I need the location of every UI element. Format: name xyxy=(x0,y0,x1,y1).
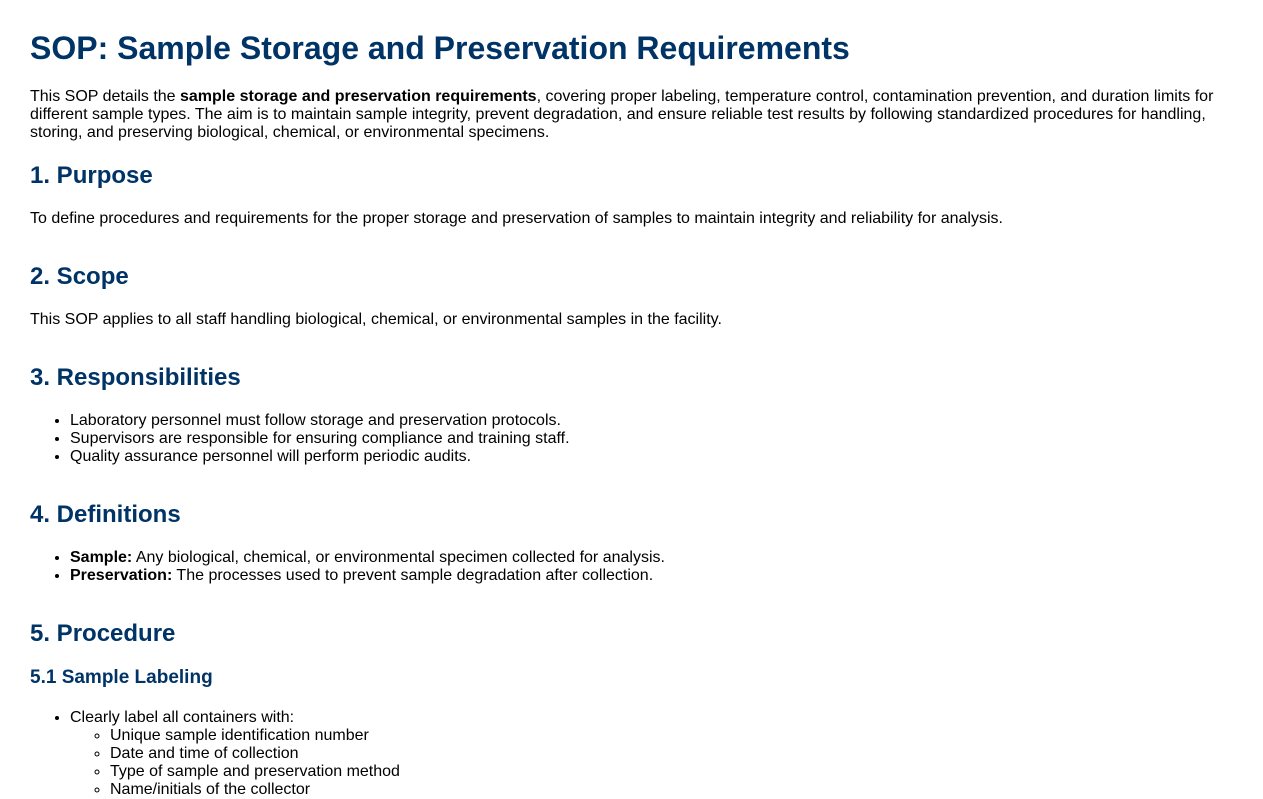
definition-item-preservation xyxy=(70,567,665,585)
definition-term: Sample: xyxy=(70,549,133,566)
scope-text: This SOP applies to all staff handling biological, chemical, or environmental samples in the facility. xyxy=(30,311,722,328)
page-title: SOP: Sample Storage and Preservation Requirements xyxy=(30,30,850,66)
intro-bold-text: sample storage and preservation requirements xyxy=(180,88,537,105)
subsection-heading-labeling: 5.1 Sample Labeling xyxy=(30,667,213,688)
definition-term: Preservation: xyxy=(70,567,173,584)
intro-paragraph xyxy=(30,88,1225,142)
intro-text-end: , covering proper labeling, temperature control, contamination prevention, and duration limits for different sample types. The aim is to maintain sample integrity, prevent degradation, and ensure reliable test results by following standardized procedures for handling, storing, and preserving biological, chemical, or environmental specimens. xyxy=(30,88,1214,141)
list-item: ◦ Type of sample and preservation method xyxy=(110,763,400,781)
list-item: • Laboratory personnel must follow storage and preservation protocols. xyxy=(70,412,570,430)
list-item xyxy=(70,709,400,799)
list-item: • Quality assurance personnel will perform periodic audits. xyxy=(70,448,570,466)
definition-text: The processes used to prevent sample degradation after collection. xyxy=(172,567,654,584)
list-item: ◦ Date and time of collection xyxy=(110,745,400,763)
definitions-list xyxy=(30,549,665,585)
section-heading-responsibilities: 3. Responsibilities xyxy=(30,364,241,391)
section-heading-scope: 2. Scope xyxy=(30,263,129,290)
labeling-sublist xyxy=(70,727,400,799)
list-item: ◦ Unique sample identification number xyxy=(110,727,400,745)
purpose-text: To define procedures and requirements for the proper storage and preservation of samples to maintain integrity and reliability for analysis. xyxy=(30,210,1003,227)
definition-text: Any biological, chemical, or environmental specimen collected for analysis. xyxy=(132,549,665,566)
labeling-item-text: Clearly label all containers with: xyxy=(70,709,295,726)
list-item: ◦ Name/initials of the collector xyxy=(110,781,400,799)
list-item: • Supervisors are responsible for ensuring compliance and training staff. xyxy=(70,430,570,448)
section-heading-purpose: 1. Purpose xyxy=(30,162,153,189)
definition-item-sample xyxy=(70,549,665,567)
labeling-list xyxy=(30,709,400,799)
intro-text-start: This SOP details the xyxy=(30,88,180,105)
section-heading-procedure: 5. Procedure xyxy=(30,620,176,647)
section-heading-definitions: 4. Definitions xyxy=(30,501,181,528)
responsibilities-list xyxy=(30,412,570,466)
